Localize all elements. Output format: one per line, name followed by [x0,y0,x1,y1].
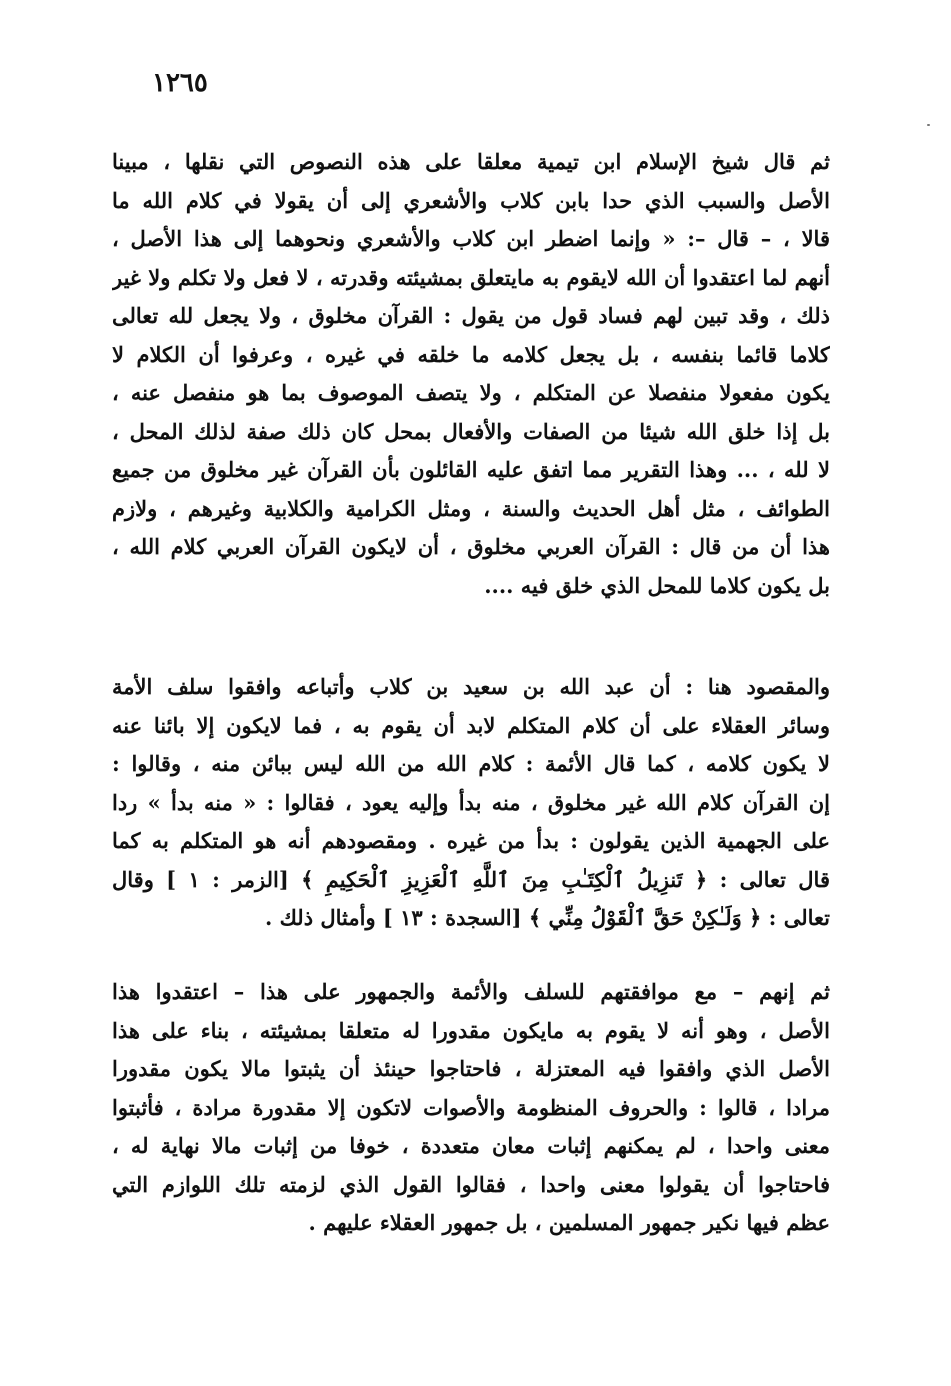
text-line: الأصل ، وهو أنه لا يقوم به مايكون مقدورا له متعلقا بمشيئته ، بناء على هذا [112,1017,830,1043]
text-line: يكون مفعولا منفصلا عن المتكلم ، ولا يتصف الموصوف بما هو منفصل عنه ، [112,380,830,405]
text-line: معنى واحدا ، لم يمكنهم إثبات معان متعددة ، خوفا من إثبات مالا نهاية له ، [112,1133,830,1158]
text-line: فاحتاجوا أن يقولوا معنى واحدا ، فقالوا القول الذي لزمته تلك اللوازم التي [112,1171,830,1197]
text-line: بل يكون كلاما للمحل الذي خلق فيه .... [484,572,830,598]
text-line: قالا ، – قال –: « وإنما اضطر ابن كلاب والأشعري ونحوهما إلى هذا الأصل ، [112,226,830,251]
text-line: الطوائف ، مثل أهل الحديث والسنة ، ومثل الكرامية والكلابية وغيرهم ، ولازم [112,495,830,521]
text-line: ثم إنهم – مع موافقتهم للسلف والأئمة والجمهور على هذا – اعتقدوا هذا [112,979,830,1004]
text-line: إن القرآن كلام الله غير مخلوق ، منه بدأ وإليه يعود ، فقالوا : « منه بدأ » ردا [112,789,830,815]
text-line: هذا أن من قال : القرآن العربي مخلوق ، أن لايكون القرآن العربي كلام الله ، [112,534,830,559]
page-number: ١٢٦٥ [152,68,208,98]
text-line: على الجهمية الذين يقولون : بدأ من غيره . ومقصودهم أنه هو المتكلم به كما [112,828,830,853]
text-line: ثم قال شيخ الإسلام ابن تيمية معلقا على هذه النصوص التي نقلها ، مبينا [112,149,830,174]
text-line: الأصل الذي وافقوا فيه المعتزلة ، فاحتاجوا حينئذ أن يثبتوا مالا يكون مقدورا [112,1056,830,1081]
text-line: وسائر العقلاء على أن كلام المتكلم لابد أن يقوم به ، فما لايكون إلا بائنا عنه [112,712,830,738]
text-line: والمقصود هنا : أن عبد الله بن سعيد بن كلاب وأتباعه وافقوا سلف الأمة [112,674,830,699]
text-line: لا يكون كلامه ، كما قال الأئمة : كلام الله من الله ليس ببائن منه ، وقالوا : [112,751,830,776]
text-line: بل إذا خلق الله شيئا من الصفات والأفعال بمحل كان ذلك صفة لذلك المحل ، [112,418,830,444]
quran-verse-line: قال تعالى : ﴿ تَنزِيلُ ٱلْكِتَـٰبِ مِنَ ٱللَّهِ ٱلْعَزِيزِ ٱلْحَكِيمِ ﴾ [الزمر : ١ ] وقال [112,866,830,892]
paragraph-2 [112,668,830,938]
text-line: مرادا ، قالوا : والحروف المنظومة والأصوات لاتكون إلا مقدورة مرادة ، فأثبتوا [112,1094,830,1120]
paragraph-3 [112,973,830,1243]
scan-speck [927,124,930,126]
text-line: كلاما قائما بنفسه ، بل يجعل كلامه ما خلقه في غيره ، وعرفوا أن الكلام لا [112,341,830,367]
text-line: ذلك ، وقد تبين لهم فساد قول من يقول : القرآن مخلوق ، ولا يجعل لله تعالى [112,303,830,328]
paragraph-1 [112,143,830,605]
text-line: لا لله ، ... وهذا التقرير مما اتفق عليه القائلون بأن القرآن غير مخلوق من جميع [112,457,830,482]
text-line: عظم فيها نكير جمهور المسلمين ، بل جمهور العقلاء عليهم . [308,1210,830,1235]
text-line: الأصل والسبب الذي حدا بابن كلاب والأشعري إلى أن يقولا في كلام الله ما [112,187,830,213]
text-line: أنهم لما اعتقدوا أن الله لايقوم به مايتعلق بمشيئته وقدرته ، لا فعل ولا تكلم ولا غير [112,264,830,290]
quran-verse-line: تعالى : ﴿ وَلَـٰكِنْ حَقَّ ٱلْقَوْلُ مِنِّي ﴾ [السجدة : ١٣ ] وأمثال ذلك . [264,905,830,930]
